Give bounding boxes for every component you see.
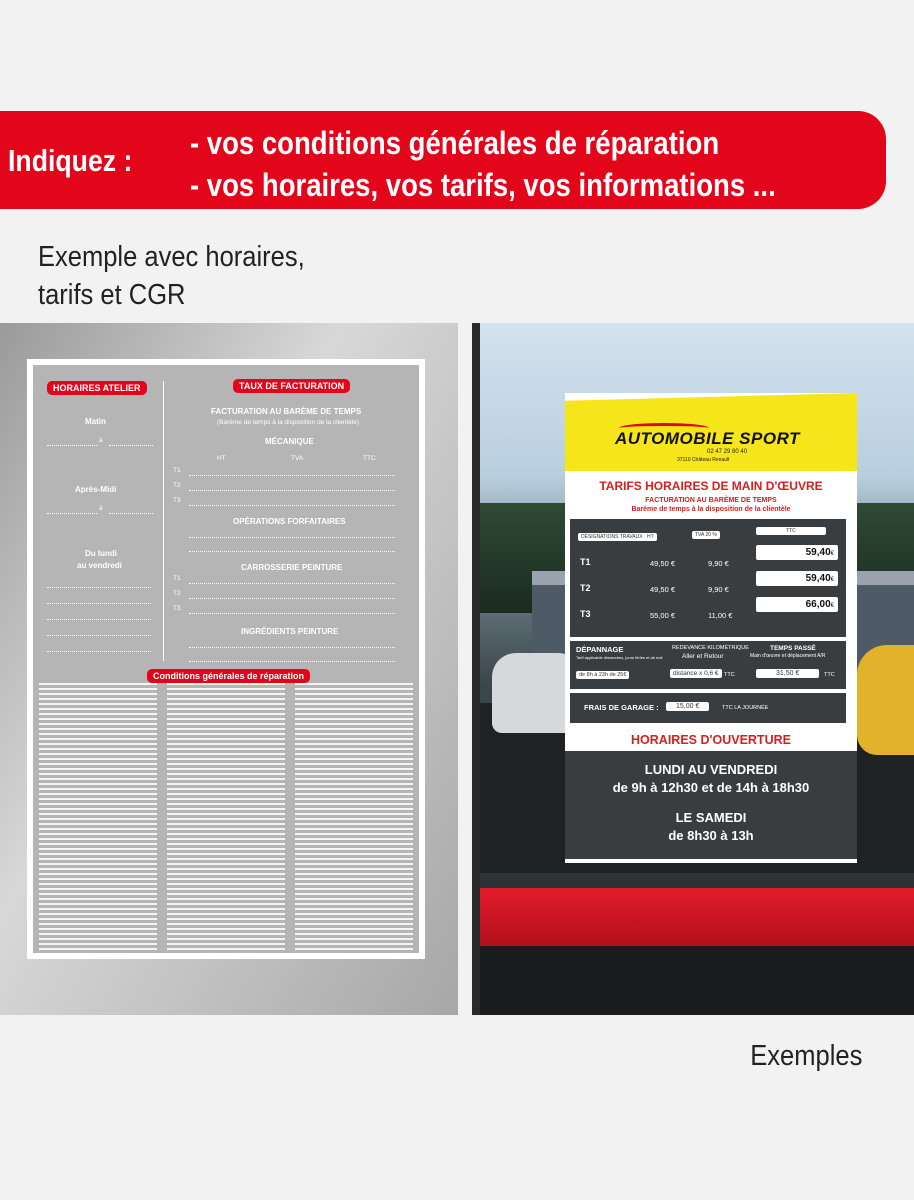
mecanique-heading: MÉCANIQUE xyxy=(265,437,314,446)
t1-label: T1 xyxy=(173,467,181,474)
horaires-atelier-label: HORAIRES ATELIER xyxy=(47,381,147,395)
row-t2-label: T2 xyxy=(580,583,591,593)
examples-label: Exemples xyxy=(749,1040,862,1072)
row-t2-ht: 49,50 € xyxy=(650,585,676,594)
lundi-vendredi: LUNDI AU VENDREDI xyxy=(644,762,778,777)
matin-label: Matin xyxy=(85,417,106,426)
dark-base xyxy=(472,946,914,1015)
temps-value: 31,50 € xyxy=(756,669,819,678)
depannage-heading: DÉPANNAGE xyxy=(576,645,624,654)
phone-number: 02 47 29 80 40 xyxy=(707,449,748,455)
apres-midi-start-line xyxy=(47,513,97,514)
tarifs-poster xyxy=(565,393,857,863)
cgr-text-column-3 xyxy=(295,683,413,951)
dotted-line xyxy=(189,490,395,491)
frais-value: 15,00 € xyxy=(666,702,709,711)
row-t3-ttc-value: 66,00 xyxy=(805,599,831,610)
dotted-line xyxy=(47,619,151,620)
headline-banner xyxy=(0,111,886,209)
conditions-generales-label: Conditions générales de réparation xyxy=(147,669,310,683)
redevance-heading: REDEVANCE KILOMÉTRIQUE xyxy=(672,645,749,651)
dotted-line xyxy=(189,583,395,584)
dotted-line xyxy=(189,537,395,538)
ingredients-heading: INGRÉDIENTS PEINTURE xyxy=(241,627,339,636)
t2-label: T2 xyxy=(173,590,181,597)
samedi: LE SAMEDI xyxy=(675,810,747,825)
dotted-line xyxy=(47,651,151,652)
row-t1-tva: 9,90 € xyxy=(708,559,729,568)
tarifs-title: TARIFS HORAIRES DE MAIN D'ŒUVRE xyxy=(599,479,823,493)
bareme-note: (Barème de temps à la disposition de la clientèle) xyxy=(217,419,359,426)
t2-label: T2 xyxy=(173,482,181,489)
row-t2-ttc xyxy=(756,571,838,586)
apres-midi-a: à xyxy=(99,505,103,512)
banner-lead: Indiquez : xyxy=(8,143,133,178)
row-t3-tva: 11,00 € xyxy=(708,611,733,620)
facturation-bareme: FACTURATION AU BARÈME DE TEMPS xyxy=(211,407,362,416)
tarifs-subtitle-1: FACTURATION AU BARÈME DE TEMPS xyxy=(645,497,777,504)
distance-value: distance x 0,6 € xyxy=(670,669,722,678)
banner-line-1: - vos conditions générales de réparation xyxy=(190,125,720,161)
example-caption xyxy=(38,238,305,314)
operations-heading: OPÉRATIONS FORFAITAIRES xyxy=(233,517,346,526)
caption-line-2: tarifs et CGR xyxy=(38,279,186,311)
matin-a: à xyxy=(99,437,103,444)
frais-garage-box xyxy=(570,693,846,723)
row-t1-ttc-value: 59,40 xyxy=(805,547,831,558)
depannage-value: de 8h à 23h de 25€ xyxy=(576,671,629,679)
aller-retour: Aller et Retour xyxy=(682,653,724,660)
row-t1-label: T1 xyxy=(580,557,591,567)
cgr-sheet-photo xyxy=(0,323,458,1015)
brand-logo: AUTOMOBILE SPORT xyxy=(615,429,800,448)
banner-line-2: - vos horaires, vos tarifs, vos informations ... xyxy=(190,167,776,203)
distance-ttc: TTC xyxy=(724,672,735,678)
services-box xyxy=(570,641,846,689)
tarif-table xyxy=(570,519,846,637)
column-separator xyxy=(163,381,164,661)
yellow-car xyxy=(857,645,914,755)
dotted-line xyxy=(189,598,395,599)
row-t3-ttc-unit: € xyxy=(830,603,834,609)
red-window-frame xyxy=(472,888,914,946)
dotted-line xyxy=(47,587,151,588)
apres-midi-label: Après-Midi xyxy=(75,485,117,494)
taux-facturation-label: TAUX DE FACTURATION xyxy=(233,379,350,393)
dotted-line xyxy=(189,475,395,476)
col-tva: TVA 20 % xyxy=(692,531,720,539)
dotted-line xyxy=(189,613,395,614)
matin-start-line xyxy=(47,445,97,446)
samedi-hours: de 8h30 à 13h xyxy=(668,828,754,843)
window-frame-left xyxy=(472,323,480,1015)
col-ttc: TTC xyxy=(756,527,826,535)
row-t1-ht: 49,50 € xyxy=(650,559,676,568)
col-ht: HT xyxy=(217,455,226,462)
temps-ttc: TTC xyxy=(824,672,835,678)
temps-note: Main d'œuvre et déplacement A/R xyxy=(750,653,826,659)
row-t2-ttc-unit: € xyxy=(830,577,834,583)
dotted-line xyxy=(47,603,151,604)
row-t1-ttc-unit: € xyxy=(830,551,834,557)
dotted-line xyxy=(47,635,151,636)
col-ht: HT xyxy=(644,533,657,541)
du-lundi-label: Du lundi xyxy=(85,549,117,558)
t3-label: T3 xyxy=(173,497,181,504)
window-poster-photo xyxy=(472,323,914,1015)
lundi-vendredi-hours: de 9h à 12h30 et de 14h à 18h30 xyxy=(612,780,810,795)
tarifs-subtitle-2: Barème de temps à la disposition de la clientèle xyxy=(631,506,791,513)
cgr-text-column-1 xyxy=(39,683,157,951)
cgr-text-column-2 xyxy=(167,683,285,951)
row-t3-ttc xyxy=(756,597,838,612)
frais-label: FRAIS DE GARAGE : xyxy=(584,703,659,712)
depannage-note: Tarif applicable dimanches, jours fériés et de nuit xyxy=(576,655,663,660)
col-ttc: TTC xyxy=(363,455,376,462)
row-t2-tva: 9,90 € xyxy=(708,585,729,594)
t1-label: T1 xyxy=(173,575,181,582)
cgr-sheet xyxy=(27,359,425,959)
horaires-ouverture-title: HORAIRES D'OUVERTURE xyxy=(631,733,791,747)
carrosserie-heading: CARROSSERIE PEINTURE xyxy=(241,563,343,572)
dotted-line xyxy=(189,661,395,662)
apres-midi-end-line xyxy=(109,513,153,514)
col-tva: TVA xyxy=(291,455,304,462)
frais-suffix: TTC LA JOURNÉE xyxy=(722,705,769,711)
temps-heading: TEMPS PASSÉ xyxy=(770,645,816,652)
dotted-line xyxy=(189,647,395,648)
t3-label: T3 xyxy=(173,605,181,612)
dotted-line xyxy=(189,551,395,552)
row-t3-label: T3 xyxy=(580,609,591,619)
col-designation: DÉSIGNATIONS TRAVAUX xyxy=(578,533,646,541)
row-t3-ht: 55,00 € xyxy=(650,611,676,620)
horaires-box xyxy=(565,751,857,859)
caption-line-1: Exemple avec horaires, xyxy=(38,241,305,273)
au-vendredi-label: au vendredi xyxy=(77,561,122,570)
matin-end-line xyxy=(109,445,153,446)
row-t2-ttc-value: 59,40 xyxy=(805,573,831,584)
row-t1-ttc xyxy=(756,545,838,560)
address: 37110 Château Renault xyxy=(677,457,730,463)
dotted-line xyxy=(189,505,395,506)
